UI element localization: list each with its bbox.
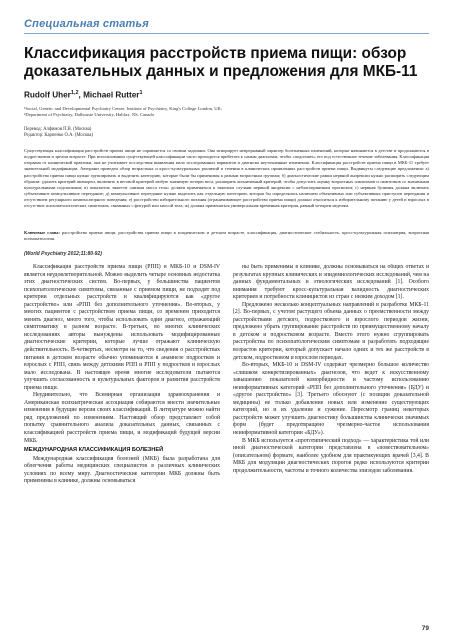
body-paragraph: Международная классификация болезней (МКБ) была разработана для облегчения работы медицинских специалистов в различных клинических условиях по всему миру. Диагностические категории МКБ должны быть применимы в клинике, должны основываться (24, 455, 220, 485)
body-paragraph: ны быть применимы в клинике, должны основываться на общих ответах и результатах крупных клинических и эпидемиологических исследований, чем на данных фундаментальных и этиологических исследований [1]. Особого внимания требуют кросс-культуральная валидность диагностических критериев и потребности клиницистов из стран с низким доходом [1]. (233, 264, 429, 301)
editor-credit: Редактор: Карпенко О.А. (Москва) (24, 133, 94, 139)
body-paragraph: Во-вторых, МКБ-10 и DSM-IV содержат чрезмерно большое количество «слишком конкретизированных» диагнозов, что ведет к искусственному завышению показателей коморбидности и частому использованию неинформативных категорий «РПП без дополнительного уточнения» (БДУ) и «другое расстройство» [3]. Третьего обоснуют (с позиции доказательной медицины) не только добавление новых или изменение существующих категорий, но и их удаление и сужение. Пересмотр границ некоторых расстройств может улучшить диагностику большинства клинически значимых форм (будет предотвращено чрезмерно-частое использования неинформативной категории «БДУ»). (233, 362, 429, 437)
translator-credit: Перевод: Алфимов П.В. (Москва) (24, 127, 92, 132)
page-number: 79 (421, 625, 429, 632)
translation-credits (24, 127, 93, 140)
body-paragraph: В МКБ используется «прототипический подход» — характеристика той или иной диагностической категории представлена в «повествовательном» (описательном) формате, наиболее удобном для практикующих врачей [3,4]. В МКБ для модуляции диагностических порогов редко используются критерии продолжительности, частоты и точного количества эпизодов заболевания. (233, 437, 429, 474)
affiliation-2: ²Department of Psychiatry, Dalhousie University, Halifax, NS, Canada (24, 112, 154, 118)
author-1-name: Rudolf Uher (24, 90, 71, 100)
section-heading: МЕЖДУНАРОДНАЯ КЛАССИФИКАЦИЯ БОЛЕЗНЕЙ (24, 447, 164, 454)
author-line: Rudolf Uher$^{1,2}$, Michael Rutter$^1$ (24, 90, 143, 100)
section-label: Специальная статья (24, 18, 149, 30)
article-title: Классификация расстройств приема пищи: обзор доказательных данных и предложения для МКБ-11 (24, 45, 418, 80)
body-column-right (233, 264, 429, 619)
body-paragraph: Классификация расстройств приема пищи (РПП) в МКБ-10 и DSM-IV является неудовлетворительной. Можно выделить четыре основных недостатка этих диагностических систем. Во-первых, у большинства пациентов психопатологические симптомы, связанные с приемом пищи, не подходят под критерии отдельных расстройств и квалифицируются как «другое расстройство» или «РПП без дополнительного уточнения». Во-вторых, у многих пациентов с расстройством приема пищи, со временем приходится менять диагноз, много того, чтобы использовать один диагноз, отражающий симптоматику в разном возрасте. В-третьих, во многих клинических исследованиях авторы вынуждены использовать модифицированные диагностические критерии, которые лучше отражают клиническую действительность. В-четвертых, несмотря на то, что сведения о расстройствах питания в детском возрасте обычно упоминаются в анамнезе подростков и взрослых с РПП, связь между детскими РПП и РПП у подростков и взрослых мало исследована. В настоящее время многие исследователи пытаются улучшить согласованность и культуральных факторов и развития расстройств приема пищи. (24, 264, 220, 391)
body-column-left (24, 264, 220, 619)
author-1-affiliation-marker: 1,2 (70, 90, 79, 96)
author-2-affiliation-marker: 1 (139, 90, 143, 96)
abstract: Существующая классификация расстройств приема пищи не справляется со своими задачами. Она игнорирует непрерывный характер болезненных изменений, которые начинаются в детстве и продолжаются в подростковом и зрелом возрасте. При использовании существующей классификации часто приходится прибегать к самым диагнозам, чтобы «подогнать» его под естественное течение заболевания. Классификация оторвана от клинической практики, она не учитывает последствия выявления мало исследованных вариантов и диагнозы неуточненные изменения. Классификация расстройств приема пищи в МКБ-11 требует значительной модификации. Авторами проведен обзор возрастных и кросс-культуральных различий и течения в клинических проявлениях расстройств приема пищи. Выдвинуты следующие предложения: а) расстройства приема пищи нужно группировать и выделить категорию, которые были бы применимы к разным возрастным группам; б) диагностические рамки нервной анорексии нужно расширить следующим образом: удалить критерий аменореи, включить в весовой критерий любую значимую потерю веса, расширить когнитивный критерий, чтобы допустить оценку возрастных симптомов и симптомов со значимыми культуральными подсказками; в) показатель тяжести «низкая масса тела» должен применяться к тяжелым случаям нервной анорексии с неблагоприятным прогнозом; г) нервная булимия должна включать субъективное компульсивное переедание; д) компульсивное переедание нужно выделить как отдельную категорию, которая бы определялась наличием объективных или субъективных приступов переедания и отсутствием регулярного компенсаторного поведения; е) расстройство избирательного питания (ограничивающее расстройство приема пищи) должно относиться к избирательному питанию у детей и взрослых в отсутствие психопатологических симптомов, связанных с фигурой или массой тела; ж) должна применяться универсальная временная критерия, равный четырем неделям. (24, 148, 429, 209)
affiliation-1: ¹Social, Genetic and Developmental Psychiatry Centre, Institute of Psychiatry, King's College London, UK; (24, 106, 223, 111)
keywords-text: расстройства приема пищи, расстройства приема пищи в младенческом и детском возрасте, классификация, диагностические стабильность, кросс-культуральная психиатрия, возрастная психопатология. (24, 230, 429, 242)
keywords-label: Ключевые слова: (24, 230, 60, 235)
body-paragraph: Предложено несколько концептуальных направлений в разработке МКБ-11 [2]. Во-первых, с учетом растущего объема данных о преемственности между расстройствами детского, подросткового и взрослого периодов жизни, предложено убрать группирование расстройств по преимущественному началу в детском и подростковом возрасте. Вместо этого нужно сгруппировать расстройства по психопатологическим симптомам и разработать подходящие возрастов критерии, который допускает начало одних и тех же расстройств в детском, подростковом и взрослом периодах. (233, 301, 429, 361)
section-divider (24, 33, 429, 34)
body-paragraph: Неудивительно, что Всемирная организация здравоохранения и Американская психиатрическая ассоциация собираются внести значительные изменения в будущие версии своих классификаций. В литературе можно найти ряд предложений по изменениям. Настоящий обзор представляет собой попытку сравнительного анализа доказательных данных, связанных с классификацией расстройств приема пищи, и модификаций будущей версии МКБ. (24, 392, 220, 444)
author-2-name: Michael Rutter (83, 90, 140, 100)
affiliations (24, 106, 429, 119)
keywords (24, 230, 429, 242)
journal-citation: (World Psychiatry 2012;11:80-92) (24, 251, 102, 257)
